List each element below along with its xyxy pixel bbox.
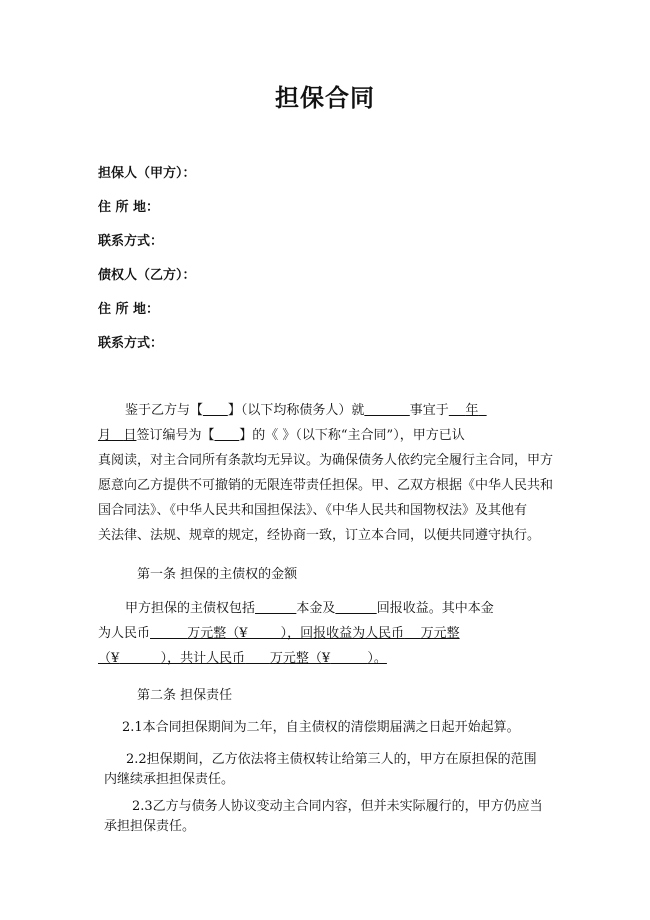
article-text: 本金及 <box>296 601 336 616</box>
article-text: 甲方担保的主债权包括 <box>125 601 256 616</box>
guarantor-address-label: 住 所 地： <box>98 200 160 215</box>
article-text: 万元整（¥ <box>269 651 331 666</box>
clause-2-2-line-2: 内继续承担担保责任。 <box>104 772 235 787</box>
article-1-line-3 <box>98 647 387 666</box>
preamble-text: 鉴于乙方与【 <box>125 403 204 418</box>
article-2-heading: 第二条 担保责任 <box>137 688 233 703</box>
document-title: 担保合同 <box>275 84 375 112</box>
clause-2-3-line-2: 承担担保责任。 <box>104 819 196 834</box>
preamble-text: 】的《 <box>239 428 279 443</box>
clause-2-2-line-1: 2.2担保期间，乙方依法将主债权转让给第三人的，甲方在原担保的范围 <box>126 752 537 767</box>
article-text: 为人民币 <box>98 626 151 641</box>
preamble-line-3: 真阅读，对主合同所有条款均无异议。为确保债务人依约完全履行主合同，甲方 <box>98 453 554 468</box>
preamble-text: 年 <box>465 403 479 418</box>
article-1-line-1 <box>125 597 494 616</box>
preamble-text: 日 <box>123 428 137 443</box>
article-text: ），共计人民币 <box>160 651 246 666</box>
preamble-text: 》（以下称“主合同”），甲方已认 <box>282 428 465 443</box>
article-text: 万元整 <box>420 626 460 641</box>
preamble-text: 签订编号为【 <box>136 428 215 443</box>
clause-2-1: 2.1本合同担保期间为二年，自主债权的清偿期届满之日起开始起算。 <box>122 720 520 735</box>
article-text: ）。 <box>367 651 387 666</box>
article-text: 回报收益。其中本金 <box>376 601 494 616</box>
article-text: 万元整（¥ <box>187 626 248 641</box>
preamble-text: 】（以下均称债务人）就 <box>227 403 365 418</box>
creditor-address-label: 住 所 地： <box>98 302 160 317</box>
preamble-line-4: 愿意向乙方提供不可撤销的无限连带责任担保。甲、乙双方根据《中华人民共和 <box>98 478 554 493</box>
preamble-line-1 <box>125 399 487 418</box>
guarantor-contact-label: 联系方式： <box>98 234 164 249</box>
preamble-line-5: 国合同法》、《中华人民共和国担保法》、《中华人民共和国物权法》及其他有 <box>98 503 528 518</box>
creditor-contact-label: 联系方式： <box>98 336 164 351</box>
article-text: ），回报收益为人民币 <box>280 626 405 641</box>
article-1-line-2 <box>98 622 460 641</box>
preamble-text: 月 <box>98 428 112 443</box>
preamble-line-6: 关法律、法规、规章的规定，经协商一致，订立本合同，以便共同遵守执行。 <box>98 528 541 543</box>
preamble-text: 事宜于 <box>409 403 449 418</box>
creditor-label: 债权人（乙方）： <box>98 268 196 283</box>
guarantor-label: 担保人（甲方）： <box>98 166 196 181</box>
preamble-line-2 <box>98 424 465 443</box>
article-1-heading: 第一条 担保的主债权的金额 <box>137 567 298 582</box>
article-text: （¥ <box>98 651 120 666</box>
clause-2-3-line-1: 2.3乙方与债务人协议变动主合同内容，但并未实际履行的，甲方仍应当 <box>132 799 543 814</box>
